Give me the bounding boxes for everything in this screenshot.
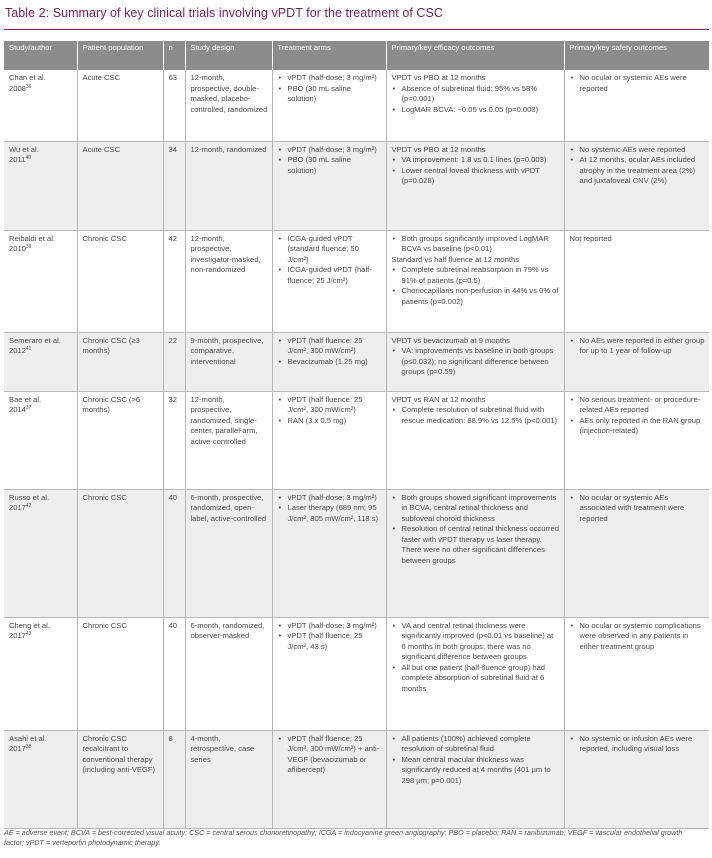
cell-efficacy-outcomes: [386, 617, 564, 730]
treatment-arm-list: [278, 493, 382, 525]
safety-outcome-item: • No serious treatment- or procedure-related AEs reported: [570, 395, 706, 416]
safety-outcome-list: [570, 734, 706, 755]
cell-safety-outcomes: [564, 391, 709, 489]
treatment-arm-item: • PBO (30 mL saline solution): [278, 84, 382, 105]
study-year-text: 2017: [9, 744, 26, 754]
efficacy-outcome-item: • VA: improvements vs baseline in both groups (p≤0.032); no significant difference between groups (p=0.59): [392, 346, 560, 378]
cell-patient-population: Acute CSC: [77, 141, 163, 230]
safety-outcome-list: [570, 621, 706, 653]
treatment-arm-list: [278, 621, 382, 653]
efficacy-outcome-item: • LogMAR BCVA: −0.05 vs 0.05 (p=0.008): [392, 105, 560, 116]
column-header-study-author: Study/author: [4, 41, 77, 70]
cell-n: 63: [163, 70, 185, 141]
cell-treatment-arms: [272, 730, 386, 828]
cell-study-author: [4, 230, 77, 332]
cell-patient-population: Chronic CSC: [77, 617, 163, 730]
safety-outcome-list: [570, 336, 706, 357]
cell-efficacy-outcomes: [386, 391, 564, 489]
study-author: Wu et al.: [9, 144, 39, 154]
safety-outcome-list: [570, 73, 706, 94]
cell-study-design: 12-month, randomized: [185, 141, 272, 230]
safety-intro: Not reported: [569, 233, 612, 243]
efficacy-outcome-list: [392, 265, 560, 307]
treatment-arm-item: • vPDT (half fluence: 25 J/cm², 300 mW/cm²): [278, 395, 382, 416]
cell-patient-population: Chronic CSC: [77, 489, 163, 617]
treatment-arm-list: [278, 73, 382, 105]
cell-safety-outcomes: [564, 617, 709, 730]
cell-safety-outcomes: [564, 489, 709, 617]
safety-outcome-item: • No systemic or infusion AEs were reported, including visual loss: [570, 734, 706, 755]
cell-efficacy-outcomes: [386, 230, 564, 332]
safety-outcome-item: • No systemic AEs were reported: [570, 145, 706, 156]
cell-study-author: [4, 70, 77, 141]
efficacy-outcome-list: [392, 346, 560, 378]
table-title: Table 2: Summary of key clinical trials involving vPDT for the treatment of CSC: [5, 6, 443, 20]
safety-outcome-item: • AEs only reported in the RAN group (injection-related): [570, 416, 706, 437]
study-year: [9, 405, 73, 416]
study-year-text: 2010: [9, 244, 26, 254]
efficacy-outcome-list: [392, 84, 560, 116]
cell-efficacy-outcomes: [386, 141, 564, 230]
table-row: [4, 617, 709, 730]
column-header-safety-outcomes: Primary/key safety outcomes: [564, 41, 709, 70]
treatment-arm-item: • vPDT (half-dose; 3 mg/m²): [278, 73, 382, 84]
efficacy-intro: Standard vs half fluence at 12 months: [391, 254, 519, 264]
reference-number: 37: [25, 405, 32, 412]
cell-n: 32: [163, 391, 185, 489]
efficacy-outcome-item: • Complete resolution of subretinal fluid with rescue medication: 88.9% vs 12.5% (p<0.001): [392, 405, 560, 426]
cell-study-author: [4, 617, 77, 730]
cell-n: 40: [163, 617, 185, 730]
cell-study-author: [4, 730, 77, 828]
efficacy-outcome-item: • All patients (100%) achieved complete resolution of subretinal fluid: [392, 734, 560, 755]
efficacy-intro: VPDT vs bevacizumab at 9 months: [391, 335, 510, 345]
cell-treatment-arms: [272, 230, 386, 332]
efficacy-outcome-list: [392, 734, 560, 787]
table-footnote: AE = adverse event; BCVA = best-corrected visual acuity; CSC = central serous chorioretinopathy; ICGA = indocyanine green angiography; PBO = placebo; RAN = ranibizumab; VEGF = vascular endothelial growth factor; vPDT = verteporfin photodynamic therapy.: [4, 828, 683, 848]
study-year: [9, 631, 73, 642]
cell-treatment-arms: [272, 141, 386, 230]
reference-number: 42: [25, 503, 32, 510]
study-author: Semeraro et al.: [9, 335, 61, 345]
treatment-arm-item: • PBO (30 mL saline solution): [278, 155, 382, 176]
column-header-n: n: [163, 41, 185, 70]
efficacy-outcome-item: • Choriocapillaris non-perfusion in 44% vs 0% of patients (p=0.002): [392, 286, 560, 307]
efficacy-outcome-item: • Complete subretinal reabsorption in 79% vs 91% of patients (p=0.5): [392, 265, 560, 286]
table-row: [4, 230, 709, 332]
cell-study-author: [4, 332, 77, 391]
treatment-arm-item: • vPDT (half fluence; 25 J/cm², 43 s): [278, 631, 382, 652]
title-divider: [4, 29, 709, 30]
cell-study-design: 12-month, prospective, investigator-masked, non-randomized: [185, 230, 272, 332]
study-author: Reibaldi et al.: [9, 233, 56, 243]
safety-outcome-item: • At 12 months, ocular AEs included atrophy in the treatment area (2%) and juxtafoveal CNV (2%): [570, 155, 706, 187]
safety-outcome-list: [570, 493, 706, 525]
efficacy-outcome-item: • Mean central macular thickness was significantly reduced at 4 months (401 µm to 298 µm; p=0.001): [392, 755, 560, 787]
cell-treatment-arms: [272, 391, 386, 489]
table-row: [4, 730, 709, 828]
treatment-arm-item: • vPDT (half fluence: 25 J/cm², 300 mW/cm²): [278, 336, 382, 357]
efficacy-outcome-list: [392, 493, 560, 567]
treatment-arm-list: [278, 145, 382, 177]
treatment-arm-item: • vPDT (half-dose; 3 mg/m²): [278, 621, 382, 632]
clinical-trials-table: [4, 41, 709, 829]
safety-outcome-list: [570, 145, 706, 187]
safety-outcome-list: [570, 395, 706, 437]
cell-study-design: 6-month, randomized, observer-masked: [185, 617, 272, 730]
treatment-arm-item: • vPDT (half-dose; 3 mg/m²): [278, 145, 382, 156]
cell-efficacy-outcomes: [386, 730, 564, 828]
reference-number: 41: [25, 346, 32, 353]
efficacy-outcome-item: • VA improvement: 1.8 vs 0.1 lines (p=0.003): [392, 155, 560, 166]
treatment-arm-item: • ICGA-guided vPDT (half-fluence; 25 J/cm²): [278, 265, 382, 286]
efficacy-intro: VPDT vs PBO at 12 months: [391, 73, 486, 82]
efficacy-outcome-item: • All but one patient (half-fluence group) had complete absorption of subretinal fluid at 6 months: [392, 663, 560, 695]
efficacy-outcome-item: • Resolution of central retinal thickness occurred faster with vPDT therapy vs laser therapy. There were no other significant differences between groups: [392, 524, 560, 566]
study-year: [9, 744, 73, 755]
study-year: [9, 84, 73, 95]
cell-safety-outcomes: [564, 70, 709, 141]
cell-study-author: [4, 391, 77, 489]
study-author: Russo et al.: [9, 492, 50, 502]
cell-patient-population: Chronic CSC: [77, 230, 163, 332]
study-author: Bae et al.: [9, 394, 42, 404]
safety-outcome-item: • No ocular or systemic AEs associated with treatment were reported: [570, 493, 706, 525]
treatment-arm-item: • vPDT (half fluence; 25 J/cm², 300 mW/cm²) + anti-VEGF (bevacizumab or aflibercept): [278, 734, 382, 776]
efficacy-outcome-item: • Both groups showed significant improvements in BCVA, central retinal thickness and subfoveal choroid thickness: [392, 493, 560, 525]
study-year-text: 2017: [9, 631, 26, 641]
column-header-treatment-arms: Treatment arms: [272, 41, 386, 70]
efficacy-outcome-list: [392, 405, 560, 426]
cell-study-design: 12-month, prospective, randomized, single-center, parallel-arm, active-controlled: [185, 391, 272, 489]
efficacy-intro: VPDT vs RAN at 12 months: [391, 394, 486, 404]
cell-efficacy-outcomes: [386, 489, 564, 617]
table-row: [4, 391, 709, 489]
efficacy-outcome-list: [392, 155, 560, 187]
table-row: [4, 332, 709, 391]
cell-study-author: [4, 489, 77, 617]
cell-patient-population: Chronic CSC (>6 months): [77, 391, 163, 489]
cell-n: 34: [163, 141, 185, 230]
study-author: Chan et al.: [9, 73, 46, 82]
safety-outcome-item: • No AEs were reported in either group for up to 1 year of follow-up: [570, 336, 706, 357]
study-author: Asahi et al.: [9, 733, 47, 743]
study-year-text: 2017: [9, 503, 26, 513]
cell-n: 40: [163, 489, 185, 617]
cell-n: 42: [163, 230, 185, 332]
table-row: [4, 141, 709, 230]
cell-study-author: [4, 141, 77, 230]
cell-safety-outcomes: [564, 730, 709, 828]
table-body: [4, 70, 709, 828]
cell-safety-outcomes: [564, 141, 709, 230]
efficacy-outcome-item: • Both groups significantly improved LogMAR BCVA vs baseline (p<0.01): [392, 234, 560, 255]
study-year: [9, 346, 73, 357]
cell-study-design: 12-month, prospective, double-masked, placebo-controlled, randomized: [185, 70, 272, 141]
efficacy-outcome-item: • VA and central retinal thickness were significantly improved (p<0.01 vs baseline) at 6 months in both groups; there was no significant difference between groups: [392, 621, 560, 663]
treatment-arm-item: • ICGA-guided vPDT (standard fluence; 50 J/cm²): [278, 234, 382, 266]
cell-treatment-arms: [272, 489, 386, 617]
cell-patient-population: Chronic CSC (≥3 months): [77, 332, 163, 391]
study-year: [9, 244, 73, 255]
study-author: Cheng et al.: [9, 620, 50, 630]
efficacy-outcome-list: [392, 234, 560, 255]
reference-number: 36: [25, 83, 32, 90]
cell-safety-outcomes: [564, 332, 709, 391]
treatment-arm-item: • RAN (3 x 0.5 mg): [278, 416, 382, 427]
cell-safety-outcomes: [564, 230, 709, 332]
efficacy-outcome-item: • Absence of subretinal fluid: 95% vs 58% (p=0.001): [392, 84, 560, 105]
cell-study-design: 6-month, prospective, randomized, open-label, active-controlled: [185, 489, 272, 617]
study-year-text: 2014: [9, 405, 26, 415]
cell-treatment-arms: [272, 70, 386, 141]
safety-outcome-item: • No ocular or systemic AEs were reported: [570, 73, 706, 94]
study-year: [9, 503, 73, 514]
cell-treatment-arms: [272, 332, 386, 391]
column-header-patient-population: Patient population: [77, 41, 163, 70]
treatment-arm-item: • vPDT (half-dose; 3 mg/m²): [278, 493, 382, 504]
treatment-arm-item: • Bevacizumab (1.25 mg): [278, 357, 382, 368]
treatment-arm-list: [278, 734, 382, 776]
table-row: [4, 489, 709, 617]
reference-number: 39: [25, 244, 32, 251]
efficacy-intro: VPDT vs PBO at 12 months: [391, 144, 486, 154]
reference-number: 38: [25, 744, 32, 751]
table-row: [4, 70, 709, 141]
study-year: [9, 155, 73, 166]
treatment-arm-item: • Laser therapy (689 nm; 95 J/cm², 805 mW/cm², 118 s): [278, 503, 382, 524]
column-header-study-design: Study design: [185, 41, 272, 70]
cell-efficacy-outcomes: [386, 70, 564, 141]
cell-study-design: 9-month, prospective, comparative, interventional: [185, 332, 272, 391]
efficacy-outcome-list: [392, 621, 560, 695]
reference-number: 40: [25, 155, 31, 162]
table-header-row: [4, 41, 709, 70]
safety-outcome-item: • No ocular or systemic complications were observed in any patients in either treatment group: [570, 621, 706, 653]
study-year-text: 2008: [9, 83, 26, 93]
column-header-efficacy-outcomes: Primary/key efficacy outcomes: [386, 41, 564, 70]
study-year-text: 2012: [9, 346, 26, 356]
cell-patient-population: Acute CSC: [77, 70, 163, 141]
cell-patient-population: Chronic CSC recalcitrant to conventional therapy (including anti-VEGF): [77, 730, 163, 828]
efficacy-outcome-item: • Lower central foveal thickness with vPDT (p=0.028): [392, 166, 560, 187]
treatment-arm-list: [278, 234, 382, 287]
cell-study-design: 4-month, retrospective, case series: [185, 730, 272, 828]
study-year-text: 2011: [9, 155, 26, 165]
cell-n: 22: [163, 332, 185, 391]
cell-efficacy-outcomes: [386, 332, 564, 391]
reference-number: 43: [25, 631, 32, 638]
treatment-arm-list: [278, 395, 382, 427]
cell-n: 8: [163, 730, 185, 828]
treatment-arm-list: [278, 336, 382, 368]
cell-treatment-arms: [272, 617, 386, 730]
